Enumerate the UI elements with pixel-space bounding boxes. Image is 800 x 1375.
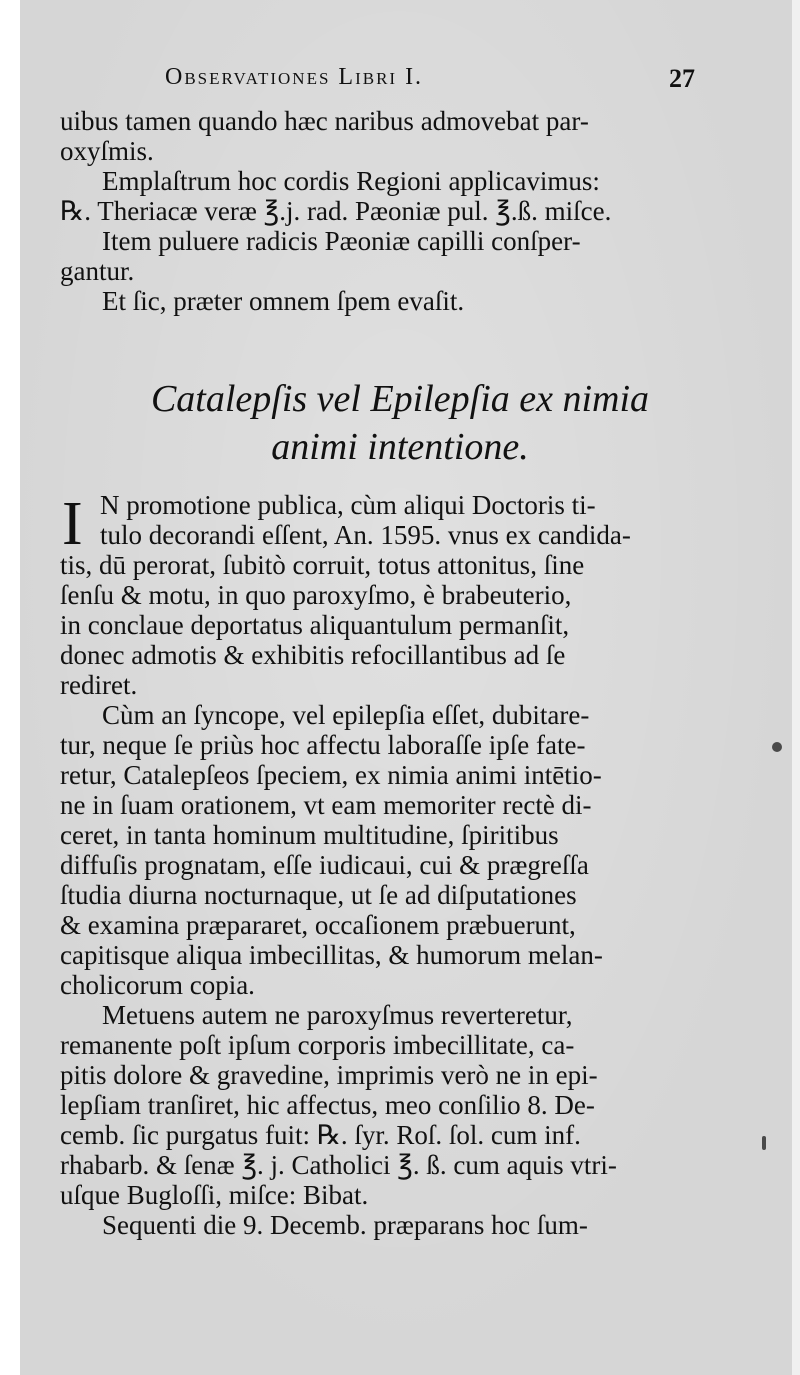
text-line: gantur. (60, 256, 135, 286)
text-line: tur, neque ſe priùs hoc affectu laboraſſe ipſe fate- (60, 730, 586, 760)
text-line: uſque Bugloſſi, miſce: Bibat. (60, 1180, 369, 1210)
text-line: oxyſmis. (60, 136, 154, 166)
paper-speck (762, 1136, 766, 1150)
text-line: donec admotis & exhibitis refocillantibus ad ſe (60, 640, 566, 670)
text-line: cholicorum copia. (60, 970, 255, 1000)
section-title-line: Catalepſis vel Epilepſia ex nimia (150, 378, 650, 420)
text-line: Et ſic, præter omnem ſpem evaſit. (102, 286, 465, 316)
text-line: tis, dū perorat, ſubitò corruit, totus attonitus, ſine (60, 550, 585, 580)
text-line: N promotione publica, cùm aliqui Doctoris ti- (100, 490, 596, 520)
text-line: capitisque aliqua imbecillitas, & humorum melan- (60, 940, 603, 970)
text-line: ſenſu & motu, in quo paroxyſmo, è brabeuterio, (60, 580, 572, 610)
page-number: 27 (669, 64, 695, 93)
text-line: Emplaſtrum hoc cordis Regioni applicavimus: (102, 166, 600, 196)
text-line: in conclaue deportatus aliquantulum permanſit, (60, 610, 570, 640)
text-line: ſtudia diurna nocturnaque, ut ſe ad diſputationes (60, 880, 577, 910)
text-line: & examina præpararet, occaſionem præbuerunt, (60, 910, 576, 940)
paper-speck (772, 742, 782, 752)
text-line: diffuſis prognatam, eſſe iudicaui, cui & prægreſſa (60, 850, 589, 880)
section-title (120, 375, 680, 471)
page-left-margin (0, 0, 20, 1375)
body-text (60, 490, 708, 1240)
drop-cap: I (62, 490, 83, 558)
text-line: pitis dolore & gravedine, imprimis verò ne in epi- (60, 1060, 598, 1090)
text-line: ne in ſuam orationem, vt eam memoriter rectè di- (60, 790, 592, 820)
text-line: retur, Catalepſeos ſpeciem, ex nimia animi intētio- (60, 760, 602, 790)
section-title-line: animi intentione. (271, 426, 529, 468)
page-header (165, 64, 695, 104)
text-line: Item puluere radicis Pæoniæ capilli conſper- (102, 226, 581, 256)
text-line: Metuens autem ne paroxyſmus reverteretur, (102, 1000, 573, 1030)
text-line: rhabarb. & ſenæ ℥. j. Catholici ℥. ß. cum aquis vtri- (60, 1150, 617, 1180)
text-line: remanente poſt ipſum corporis imbecillitate, ca- (60, 1030, 575, 1060)
text-line: cemb. ſic purgatus fuit: ℞. ſyr. Roſ. ſol. cum inf. (60, 1120, 581, 1150)
text-line: Sequenti die 9. Decemb. præparans hoc ſum- (102, 1210, 588, 1240)
text-line: rediret. (60, 670, 138, 700)
text-line: ceret, in tanta hominum multitudine, ſpiritibus (60, 820, 559, 850)
continued-text-block (60, 106, 708, 316)
text-line: uibus tamen quando hæc naribus admovebat par- (60, 106, 589, 136)
text-line: ℞. Theriacæ veræ ℥.j. rad. Pæoniæ pul. ℥.ß. miſce. (60, 196, 612, 226)
text-line: lepſiam tranſiret, hic affectus, meo conſilio 8. De- (60, 1090, 595, 1120)
text-line: tulo decorandi eſſent, An. 1595. vnus ex candida- (100, 520, 631, 550)
page-right-margin (792, 0, 800, 1375)
text-line: Cùm an ſyncope, vel epilepſia eſſet, dubitare- (102, 700, 590, 730)
running-head: Observationes Libri I. (165, 64, 424, 90)
